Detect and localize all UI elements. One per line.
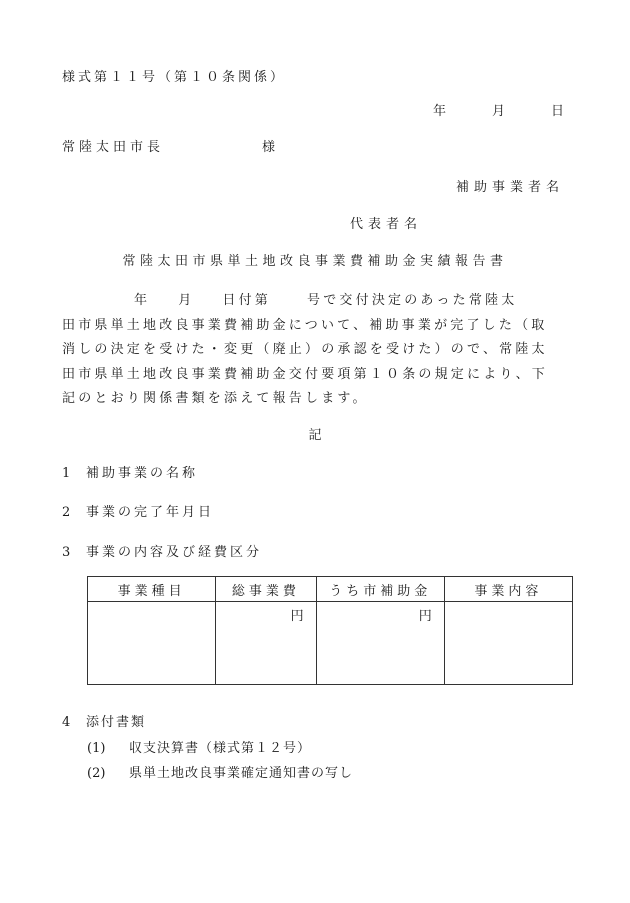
item-attachments [62,711,146,730]
table-row [88,602,573,685]
cell-city-subsidy[interactable] [316,602,444,685]
body-text [62,289,567,412]
body-year: 年 [134,293,151,308]
date-year: 年 [432,104,446,119]
body-line-4: 田市県単土地改良事業費補助金交付要項第１０条の規定により、下 [62,366,549,382]
item-completion-date [62,501,214,520]
item-number: 3 [62,545,71,560]
item-project-name [62,462,198,481]
attachment-item [87,762,353,781]
item-number: 4 [62,715,71,730]
attachment-number: (2) [87,766,106,781]
yen-unit: 円 [418,609,432,624]
item-content-expenses [62,541,262,560]
item-number: 1 [62,466,71,481]
item-label: 事業の完了年月日 [86,505,215,520]
applicant-name-label: 補助事業者名 [455,180,564,195]
date-line [433,100,564,119]
item-number: 2 [62,505,71,520]
cell-project-content[interactable] [444,602,572,685]
body-month: 月 [178,293,195,308]
cell-total-cost[interactable] [216,602,316,685]
yen-unit: 円 [290,609,304,624]
ki-heading: 記 [308,428,322,443]
body-line-2: 田市県単土地改良事業費補助金について、補助事業が完了した（取 [62,317,548,333]
item-label: 事業の内容及び経費区分 [86,545,263,560]
body-line-1-rest: 号で交付決定のあった常陸太 [307,293,518,308]
date-day: 日 [550,104,564,119]
body-line-3: 消しの決定を受けた・変更（廃止）の承認を受けた）ので、常陸太 [62,342,548,357]
addressee-name: 常陸太田市長 [62,140,165,155]
header-total-cost: 総事業費 [216,577,316,602]
body-day-no: 日付第 [222,293,272,308]
cell-project-type[interactable] [88,602,216,685]
representative-label: 代表者名 [350,217,423,232]
header-city-subsidy: うち市補助金 [316,577,444,602]
item-label: 補助事業の名称 [86,466,199,481]
attachment-label: 収支決算書（様式第１２号） [129,741,312,756]
expense-table [87,576,573,685]
body-line-5: 記のとおり関係書類を添えて報告します。 [62,391,369,406]
attachment-label: 県単土地改良事業確定通知書の写し [129,766,354,781]
attachment-item [87,737,311,756]
date-month: 月 [491,104,505,119]
addressee [62,136,279,155]
cell-text [560,610,572,613]
cell-text [203,610,215,613]
body-line-1 [62,289,567,314]
item-label: 添付書類 [86,715,147,730]
addressee-honorific: 様 [262,140,280,155]
attachment-number: (1) [87,741,106,756]
header-project-content: 事業内容 [444,577,572,602]
header-project-type: 事業種目 [88,577,216,602]
document-title: 常陸太田市県単土地改良事業費補助金実績報告書 [122,254,508,269]
form-number: 様式第１１号（第１０条関係） [62,70,287,85]
table-header-row [88,577,573,602]
